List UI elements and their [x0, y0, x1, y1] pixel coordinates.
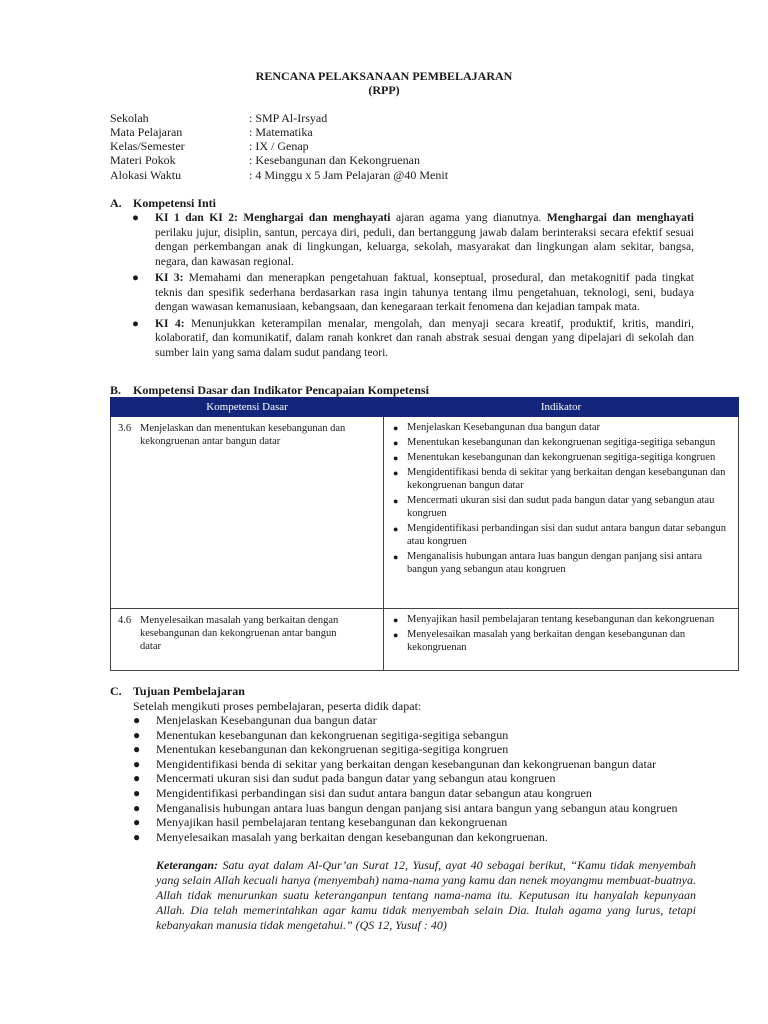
list-item [393, 628, 733, 654]
kd-number: 3.6 [118, 423, 132, 434]
indicator-text: Mengidentifikasi benda di sekitar yang berkaitan dengan kesebangunan dan kekongruenan bangun datar [407, 467, 726, 491]
tp-text: Menjelaskan Kesebangunan dua bangun datar [156, 713, 377, 727]
info-label: Mata Pelajaran [110, 125, 183, 139]
tp-text: Mengidentifikasi benda di sekitar yang berkaitan dengan kesebangunan dan kekongruenan bangun datar [156, 756, 657, 771]
info-label: Kelas/Semester [110, 139, 185, 153]
indicator-text: Menjelaskan Kesebangunan dua bangun datar [407, 422, 601, 433]
bullet-icon: ● [393, 423, 399, 433]
section-letter: B. [110, 383, 122, 397]
table-header-row [111, 398, 739, 417]
kd-text: Menyelesaikan masalah yang berkaitan dengan kesebangunan dan kekongruenan antar bangun datar [140, 615, 339, 652]
indicator-text: Mengidentifikasi perbandingan sisi dan sudut antara bangun datar sebangun atau kongruen [407, 523, 726, 547]
list-item [132, 271, 694, 315]
note-paragraph [156, 858, 696, 933]
tp-intro: Setelah mengikuti proses pembelajaran, peserta didik dapat: [133, 699, 422, 713]
list-item [393, 436, 733, 449]
info-value: : 4 Minggu x 5 Jam Pelajaran @40 Menit [249, 168, 449, 182]
tp-text: Menganalisis hubungan antara luas bangun dengan panjang sisi antara bangun yang sebangun atau kongruen [156, 800, 678, 815]
note-label: Keterangan: [156, 858, 219, 872]
bullet-icon: ● [133, 771, 141, 786]
bullet-icon: ● [133, 756, 141, 771]
bullet-icon: ● [393, 615, 399, 625]
ki-label: KI 4: [155, 317, 185, 330]
info-value: : Kesebangunan dan Kekongruenan [249, 153, 420, 167]
document-title: RENCANA PELAKSANAAN PEMBELAJARAN [255, 69, 513, 83]
section-title: Kompetensi Dasar dan Indikator Pencapaian Kompetensi [133, 383, 429, 397]
bullet-icon: ● [393, 496, 399, 506]
bullet-icon: ● [133, 815, 141, 830]
info-value: : Matematika [249, 125, 313, 139]
list-item [393, 613, 733, 626]
indicator-text: Menyajikan hasil pembelajaran tentang kesebangunan dan kekongruenan [407, 614, 715, 625]
kd-cell [111, 609, 384, 671]
bullet-icon: ● [393, 453, 399, 463]
list-item [393, 451, 733, 464]
bullet-icon: ● [393, 552, 399, 562]
section-letter: C. [110, 684, 122, 698]
list-item [133, 830, 698, 845]
ki-label: Menghargai dan menghayati [546, 212, 694, 224]
ki-text: Menunjukkan keterampilan menalar, mengolah, dan menyaji secara kreatif, produktif, kritis, mandiri, kolaboratif, dan komunikatif, dalam ranah konkret dan ranah abstrak sesuai dengan yang dipelajari di sekolah dan sumber lain yang sama dalam sudut pandang teori. [155, 317, 694, 359]
table-header: Kompetensi Dasar [111, 398, 384, 417]
list-item [133, 771, 698, 786]
tp-text: Menyajikan hasil pembelajaran tentang kesebangunan dan kekongruenan [156, 815, 508, 830]
list-item [133, 786, 698, 801]
list-item [133, 757, 698, 772]
bullet-icon: ● [393, 524, 399, 534]
list-item [133, 801, 698, 816]
bullet-icon: ● [133, 713, 141, 727]
list-item [133, 713, 698, 728]
bullet-icon: ● [132, 317, 139, 330]
ki-label: KI 3: [155, 272, 184, 284]
kd-text: Menjelaskan dan menentukan kesebangunan dan kekongruenan antar bangun datar [140, 423, 346, 447]
tp-text: Menentukan kesebangunan dan kekongruenan segitiga-segitiga kongruen [156, 742, 509, 757]
kd-table [110, 397, 739, 671]
indicator-cell [384, 417, 739, 609]
list-item [393, 421, 733, 434]
tp-text: Mengidentifikasi perbandingan sisi dan sudut antara bangun datar sebangun atau kongruen [156, 785, 592, 800]
indicator-text: Menyelesaikan masalah yang berkaitan dengan kesebangunan dan kekongruenan [407, 629, 686, 653]
ki-text: perilaku jujur, disiplin, santun, percaya diri, peduli, dan bertanggung jawab dalam berinteraksi secara efektif sesuai dengan perkembangan anak di lingkungan, keluarga, sekolah, masyarakat dan lingkungan alam sekitar, bangsa, negara, dan kawasan regional. [155, 226, 694, 268]
indicator-text: Menentukan kesebangunan dan kekongruenan segitiga-segitiga sebangun [407, 437, 716, 448]
bullet-icon: ● [132, 272, 139, 284]
list-item [133, 728, 698, 743]
list-item [393, 466, 733, 492]
kd-number: 4.6 [118, 615, 132, 626]
bullet-icon: ● [133, 742, 141, 757]
bullet-icon: ● [393, 438, 399, 448]
list-item [132, 211, 694, 269]
ki-text: ajaran agama yang dianutnya. [390, 212, 547, 224]
section-letter: A. [110, 196, 122, 210]
note-text: Satu ayat dalam Al-Qur’an Surat 12, Yusuf, ayat 40 sebagai berikut, “Kamu tidak menyembah yang selain Allah kecuali hanya (menyembah) nama-nama yang kamu dan nenek moyangmu membuat-buatnya. Allah tidak menurunkan suatu keteranganpun tentang nama-nama itu. Keputusan itu hanyalah kepunyaan Allah. Dia telah memerintahkan agar kamu tidak menyembah selain Dia. Itulah agama yang lurus, tetapi kebanyakan manusia tidak mengetahui.” (QS 12, Yusuf : 40) [156, 858, 696, 932]
section-title: Tujuan Pembelajaran [133, 684, 245, 698]
bullet-icon: ● [393, 468, 399, 478]
kd-cell [111, 417, 384, 609]
indicator-text: Menganalisis hubungan antara luas bangun dengan panjang sisi antara bangun yang sebangun atau kongruen [407, 551, 703, 575]
indicator-text: Mencermati ukuran sisi dan sudut pada bangun datar yang sebangun atau kongruen [407, 495, 715, 519]
info-label: Sekolah [110, 111, 149, 125]
section-title: Kompetensi Inti [133, 196, 217, 210]
table-row [111, 609, 739, 671]
bullet-icon: ● [133, 727, 141, 742]
ki-text: Memahami dan menerapkan pengetahuan faktual, konseptual, prosedural, dan metakognitif pada tingkat teknis dan spesifik sederhana berdasarkan rasa ingin tahunya tentang ilmu pengetahuan, teknologi, seni, budaya dengan wawasan kemanusiaan, kebangsaan, dan kenegaraan terkait fenomena dan kejadian tampak mata. [155, 272, 695, 313]
list-item [393, 494, 733, 520]
indicator-text: Menentukan kesebangunan dan kekongruenan segitiga-segitiga kongruen [407, 452, 716, 463]
ki-list [132, 211, 694, 362]
info-label: Alokasi Waktu [110, 168, 182, 182]
bullet-icon: ● [132, 212, 139, 224]
tp-text: Menyelesaikan masalah yang berkaitan dengan kesebangunan dan kekongruenan. [156, 829, 548, 844]
list-item [133, 742, 698, 757]
tp-list [133, 713, 698, 844]
list-item [393, 522, 733, 548]
list-item [133, 815, 698, 830]
info-label: Materi Pokok [110, 153, 176, 167]
bullet-icon: ● [133, 800, 141, 815]
indicator-cell [384, 609, 739, 671]
bullet-icon: ● [393, 630, 399, 640]
tp-text: Mencermati ukuran sisi dan sudut pada bangun datar yang sebangun atau kongruen [156, 771, 556, 786]
bullet-icon: ● [133, 785, 141, 800]
table-row [111, 417, 739, 609]
info-value: : IX / Genap [249, 139, 309, 153]
info-value: : SMP Al-Irsyad [249, 111, 328, 125]
list-item [393, 550, 733, 576]
tp-text: Menentukan kesebangunan dan kekongruenan segitiga-segitiga sebangun [156, 727, 509, 742]
ki-label: KI 1 dan KI 2: Menghargai dan menghayati [155, 212, 391, 224]
bullet-icon: ● [133, 829, 141, 844]
table-header: Indikator [384, 398, 739, 417]
list-item [132, 317, 694, 361]
document-subtitle: (RPP) [368, 83, 400, 97]
